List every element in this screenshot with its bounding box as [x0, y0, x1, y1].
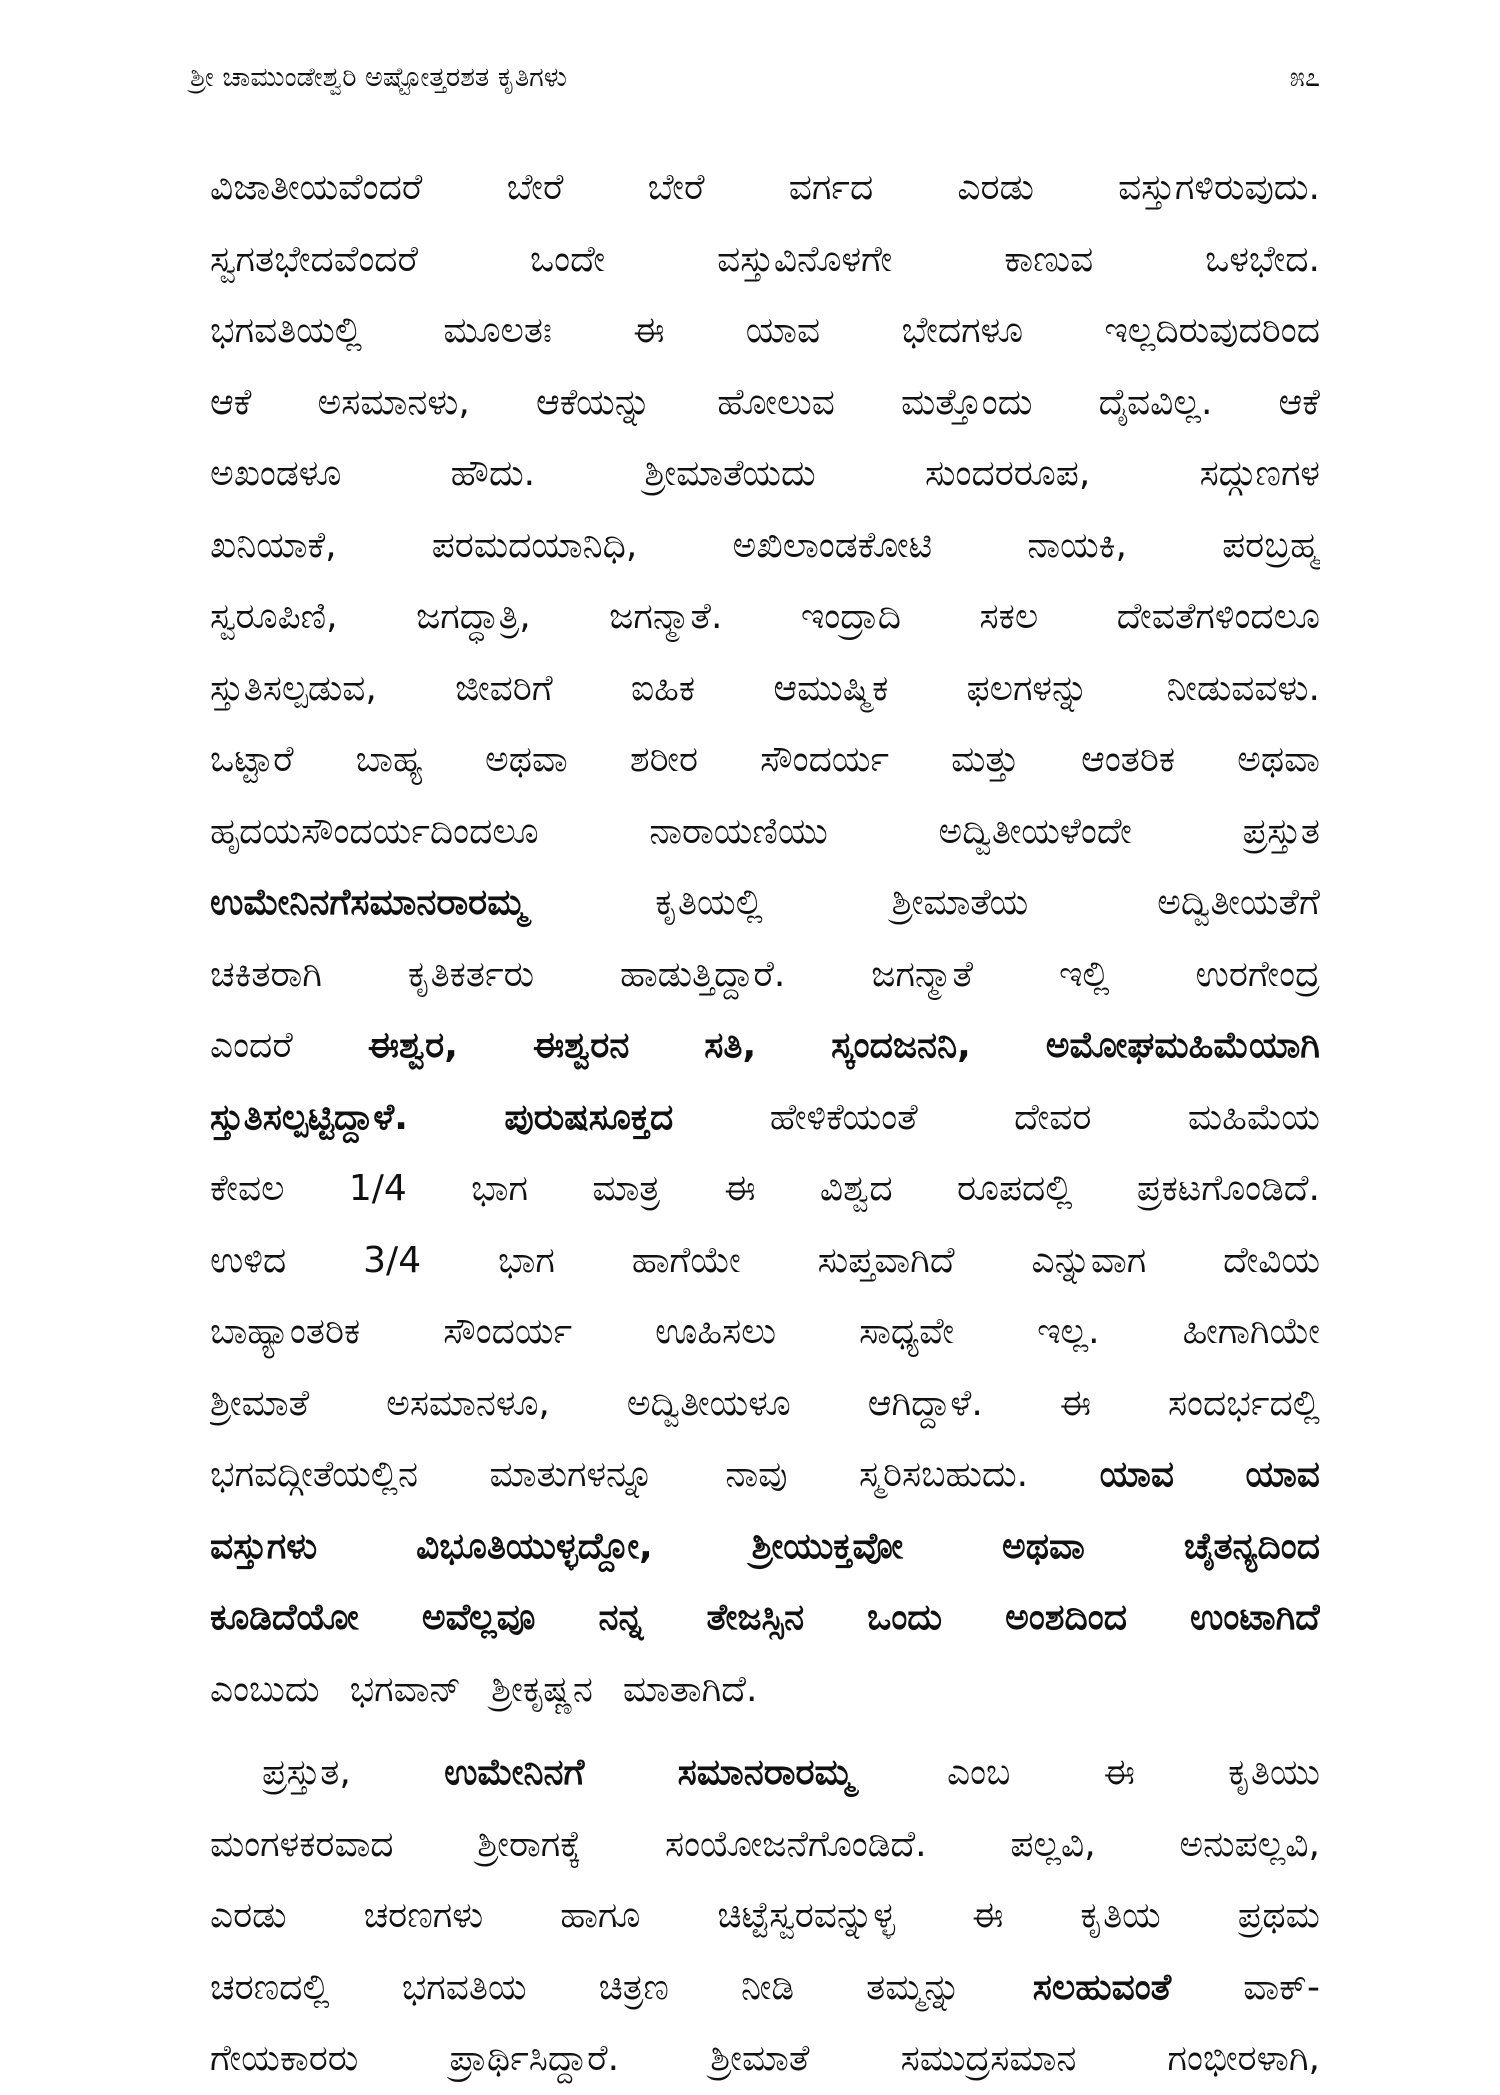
- word: ವಿಶ್ವದ: [819, 1168, 893, 1209]
- word: ಚಕಿತರಾಗಿ: [210, 953, 322, 995]
- word: ಮೂಲತಃ: [443, 310, 552, 351]
- word: ವರ್ಗದ: [788, 167, 874, 208]
- word: ಅನುಪಲ್ಲವಿ,: [1179, 1823, 1320, 1865]
- text-line: [210, 1225, 1320, 1297]
- word: ಎಂಬ: [946, 1752, 1011, 1793]
- word: ರೂಪದಲ್ಲಿ: [956, 1168, 1073, 1209]
- word: ಮಾತುಗಳನ್ನೂ: [489, 1454, 654, 1495]
- bold-word: ಶ್ರೀಯುಕ್ತವೋ: [751, 1525, 904, 1567]
- bold-word: ಅವೆಲ್ಲವೂ: [421, 1597, 536, 1638]
- word: ಬೇರೆ: [506, 167, 564, 208]
- word: ಅಥವಾ: [1237, 739, 1320, 780]
- word: ಜಗದ್ಧಾತ್ರಿ,: [416, 596, 531, 637]
- word: ಪರಮದಯಾನಿಧಿ,: [431, 524, 638, 566]
- text-line: [210, 1010, 1320, 1082]
- bold-word: ನನ್ನ: [598, 1597, 644, 1638]
- word: ನೀಡಿ: [741, 1966, 795, 2008]
- word: ಇಂದ್ರಾದಿ: [800, 596, 902, 637]
- word: ಭಗವದ್ಗೀತೆಯಲ್ಲಿನ: [210, 1454, 419, 1495]
- bold-word: ಸಮಾನರಾರಮ್ಮ: [677, 1752, 854, 1793]
- paragraph: [210, 152, 1320, 1725]
- word: ಆಮುಷ್ಮಿಕ: [773, 667, 889, 709]
- word: ಹಾಗೂ: [560, 1895, 641, 1936]
- word: ಅದ್ವಿತೀಯಳೂ: [626, 1382, 791, 1424]
- text-line: [210, 939, 1320, 1011]
- bold-word: ಚೈತನ್ಯದಿಂದ: [1183, 1525, 1320, 1567]
- word: ಎಂದರೆ: [210, 1025, 293, 1066]
- word: ಭಗವತಿಯ: [401, 1966, 527, 2008]
- text-line: [210, 1511, 1320, 1583]
- word: ಎರಡು: [957, 167, 1034, 208]
- word: ಸೌಂದರ್ಯ: [443, 1311, 573, 1352]
- word: ಅಸಮಾನಳೂ,: [386, 1382, 550, 1424]
- bold-word: ಉಮೇನಿನಗೆ: [444, 1752, 585, 1793]
- word: ಶ್ರೀರಾಗಕ್ಕೆ: [477, 1823, 582, 1865]
- word: ಸೌಂದರ್ಯ: [760, 739, 890, 780]
- bold-word: ಅಥವಾ: [1002, 1525, 1085, 1567]
- word: ಜೀವರಿಗೆ: [455, 667, 553, 709]
- bold-word: ಸತಿ,: [704, 1025, 757, 1066]
- word: ಈ: [972, 1895, 1004, 1936]
- word: ಮತ್ತೊಂದು: [900, 381, 1033, 423]
- word: ಅದ್ವಿತೀಯಳೆಂದೇ: [938, 810, 1132, 852]
- text-line: [210, 367, 1320, 439]
- text-line: [210, 1809, 1320, 1881]
- word: ಹೃದಯಸೌಂದರ್ಯದಿಂದಲೂ: [210, 810, 539, 852]
- bold-word: ಸಲಹುವಂತೆ: [1032, 1966, 1172, 2008]
- word: ಇಲ್ಲದಿರುವುದರಿಂದ: [1104, 310, 1320, 351]
- word: ಮಂಗಳಕರವಾದ: [210, 1823, 394, 1865]
- word: ಐಹಿಕ: [630, 667, 696, 709]
- word: ಇಲ್ಲಿ: [1058, 953, 1110, 995]
- word: ದೇವಿಯ: [1223, 1239, 1320, 1281]
- bold-word: ಅಂಶದಿಂದ: [1005, 1597, 1127, 1638]
- word: ಉಳಿದ: [210, 1239, 287, 1281]
- bold-word: ಅಮೋಘಮಹಿಮೆಯಾಗಿ: [1045, 1025, 1320, 1066]
- word: ಎಂಬುದು: [210, 1668, 320, 1710]
- word: ಈ: [1059, 1382, 1091, 1424]
- word: ಆಂತರಿಕ: [1081, 739, 1176, 780]
- bold-word: ವಸ್ತುಗಳು: [210, 1525, 318, 1567]
- word: ಹೋಲುವ: [717, 381, 835, 423]
- word: ಅಸಮಾನಳು,: [317, 381, 470, 423]
- word: ಚರಣದಲ್ಲಿ: [210, 1966, 330, 2008]
- word: ಭೇದಗಳೂ: [901, 310, 1024, 351]
- word: ಬಾಹ್ಯಾಂತರಿಕ: [210, 1311, 361, 1352]
- word: ಹಾಗೆಯೇ: [631, 1239, 741, 1281]
- word: ಉರಗೇಂದ್ರ: [1195, 953, 1320, 995]
- word: ಅಥವಾ: [484, 739, 568, 780]
- word: ಕೃತಿಯ: [1080, 1895, 1161, 1936]
- word: ಗಂಭೀರಳಾಗಿ,: [1167, 2038, 1320, 2079]
- text-line: [210, 581, 1320, 653]
- text-line: [210, 796, 1320, 868]
- word: ಹೌದು.: [450, 453, 536, 494]
- page-number: ೫೭: [1289, 62, 1320, 93]
- word: ಕೃತಿಯು: [1228, 1752, 1320, 1793]
- word: ಪ್ರಸ್ತುತ: [1242, 810, 1320, 852]
- word: ಹೇಳಿಕೆಯಂತೆ: [769, 1096, 918, 1138]
- word: ಚಿತ್ರಣ: [598, 1966, 669, 2008]
- word: ಹಾಡುತ್ತಿದ್ದಾರೆ.: [620, 953, 786, 995]
- word: ಮಾತ್ರ: [592, 1168, 660, 1209]
- word: ಊಹಿಸಲು: [655, 1311, 777, 1352]
- word: ಒಟ್ಟಾರೆ: [210, 739, 294, 780]
- bold-word: ಕೂಡಿದೆಯೋ: [210, 1597, 359, 1638]
- word: ತಮ್ಮನ್ನು: [866, 1966, 961, 2008]
- word: ಸ್ವರೂಪಿಣಿ,: [210, 596, 338, 637]
- word: ಭಾಗ: [471, 1168, 528, 1209]
- word: ನಾವು: [725, 1454, 788, 1495]
- word: ಬಾಹ್ಯ: [355, 739, 423, 780]
- text-line: [210, 152, 1320, 224]
- text-line: [210, 1296, 1320, 1368]
- bold-word: ಈಶ್ವರನ: [532, 1025, 630, 1066]
- word: ಸ್ಮರಿಸಬಹುದು.: [859, 1454, 1029, 1495]
- word: ವಸ್ತುಗಳಿರುವುದು.: [1118, 167, 1320, 208]
- word: ಶ್ರೀಮಾತೆ: [210, 1382, 310, 1424]
- word: ಭಾಗ: [498, 1239, 555, 1281]
- word: ಇಲ್ಲ.: [1037, 1311, 1100, 1352]
- word: ಈ: [724, 1168, 756, 1209]
- bold-word: ತೇಜಸ್ಸಿನ: [706, 1597, 805, 1638]
- word: ಗೇಯಕಾರರು: [210, 2038, 359, 2079]
- word: ಸಂದರ್ಭದಲ್ಲಿ: [1167, 1382, 1320, 1424]
- word: ಸಕಲ: [979, 596, 1039, 637]
- bold-word: ಉಂಟಾಗಿದೆ: [1190, 1597, 1320, 1638]
- word: ಆಗಿದ್ದಾಳೆ.: [867, 1382, 983, 1424]
- word: ಜಗನ್ಮಾತೆ.: [609, 596, 723, 637]
- word: ಆಕೆ: [210, 381, 252, 423]
- word: ಮತ್ತು: [951, 739, 1019, 780]
- word: ವಸ್ತುವಿನೊಳಗೇ: [717, 238, 893, 280]
- word: ಹೀಗಾಗಿಯೇ: [1182, 1311, 1320, 1352]
- word: ಅದ್ವಿತೀಯತೆಗೆ: [1157, 882, 1320, 923]
- text-line: [210, 224, 1320, 296]
- text-line: [210, 1582, 1320, 1654]
- word: ಖನಿಯಾಕೆ,: [210, 524, 337, 566]
- text-line: [210, 510, 1320, 582]
- text-line: [210, 1654, 1320, 1726]
- bold-word: ಸ್ತುತಿಸಲ್ಪಟ್ಟಿದ್ದಾಳೆ.: [210, 1096, 408, 1138]
- word: ವಾಕ್-: [1243, 1966, 1320, 2008]
- bold-word: ಪುರುಷಸೂಕ್ತದ: [504, 1096, 674, 1138]
- word: ಜಗನ್ಮಾತೆ: [871, 953, 974, 995]
- word: ಕೃತಿಕರ್ತರು: [407, 953, 535, 995]
- running-title: ಶ್ರೀ ಚಾಮುಂಡೇಶ್ವರಿ ಅಷ್ಟೋತ್ತರಶತ ಕೃತಿಗಳು: [190, 62, 568, 93]
- word: ನಾರಾಯಣಿಯು: [649, 810, 828, 852]
- word: ಪ್ರಾರ್ಥಿಸಿದ್ದಾರೆ.: [449, 2038, 620, 2079]
- word: 3/4: [363, 1239, 422, 1281]
- word: ಸ್ತುತಿಸಲ್ಪಡುವ,: [210, 667, 377, 709]
- text-line: [210, 1082, 1320, 1154]
- bold-word: ಒಂದು: [867, 1597, 943, 1638]
- word: ಶ್ರೀಕೃಷ್ಣನ: [491, 1668, 593, 1710]
- text-line: [210, 1737, 1320, 1809]
- text-line: [210, 724, 1320, 796]
- word: ಮಹಿಮೆಯ: [1187, 1096, 1320, 1138]
- word: ಸಾಧ್ಯವೇ: [859, 1311, 955, 1352]
- word: ಪ್ರಸ್ತುತ,: [262, 1752, 351, 1793]
- word: ಅಖಂಡಳೂ: [210, 453, 342, 494]
- word: ವಿಜಾತೀಯವೆಂದರೆ: [210, 167, 423, 208]
- word: ಈ: [1103, 1752, 1135, 1793]
- word: ಚಿಟ್ಟೆಸ್ವರವನ್ನುಳ್ಳ: [717, 1895, 896, 1936]
- bold-word: ಸ್ಕಂದಜನನಿ,: [831, 1025, 971, 1066]
- word: ಭಗವಾನ್: [349, 1668, 462, 1710]
- word: ಶರೀರ: [629, 739, 699, 780]
- word: ನಾಯಕಿ,: [1027, 524, 1127, 566]
- word: ಕಾಣುವ: [1004, 238, 1094, 280]
- word: ದೇವತೆಗಳಿಂದಲೂ: [1116, 596, 1320, 637]
- word: ಸದ್ಗುಣಗಳ: [1199, 453, 1320, 494]
- word: ಎರಡು: [210, 1895, 287, 1936]
- word: ಆಕೆ: [1278, 381, 1320, 423]
- word: ಚರಣಗಳು: [363, 1895, 484, 1936]
- text-line: [210, 295, 1320, 367]
- word: ಪ್ರಕಟಗೊಂಡಿದೆ.: [1136, 1168, 1320, 1209]
- text-line: [210, 1880, 1320, 1952]
- paragraph-gap: [210, 1725, 1320, 1737]
- bold-word: ಯಾವ: [1245, 1454, 1320, 1495]
- text-line: [210, 653, 1320, 725]
- text-line: [210, 1439, 1320, 1511]
- word: ಶ್ರೀಮಾತೆಯ: [891, 882, 1029, 923]
- word: ಅಖಿಲಾಂಡಕೋಟಿ: [732, 524, 933, 566]
- word: ಯಾವ: [745, 310, 821, 351]
- word: ಒಳಭೇದ.: [1205, 238, 1320, 280]
- word: ಶ್ರೀಮಾತೆಯದು: [644, 453, 816, 494]
- text-line: [210, 1153, 1320, 1225]
- word: ಸಂಯೋಜನೆಗೊಂಡಿದೆ.: [664, 1823, 927, 1865]
- bold-word: ವಿಭೂತಿಯುಳ್ಳದ್ದೋ,: [416, 1525, 653, 1567]
- word: ಪ್ರಥಮ: [1237, 1895, 1320, 1936]
- body-text: [210, 152, 1320, 2095]
- text-line: [210, 1952, 1320, 2024]
- word: ಮಾತಾಗಿದೆ.: [622, 1668, 758, 1710]
- word: ಈ: [633, 310, 665, 351]
- word: ದೈವವಿಲ್ಲ.: [1098, 381, 1213, 423]
- word: ಬೇರೆ: [647, 167, 705, 208]
- word: ಸ್ವಗತಭೇದವೆಂದರೆ: [210, 238, 419, 280]
- bold-word: ಯಾವ: [1099, 1454, 1175, 1495]
- word: ಕೇವಲ: [210, 1168, 285, 1209]
- word: ಒಂದೇ: [529, 238, 606, 280]
- word: ಸಮುದ್ರಸಮಾನ: [900, 2038, 1077, 2079]
- word: ಪರಬ್ರಹ್ಮ: [1222, 524, 1320, 566]
- text-line: [210, 1368, 1320, 1440]
- text-line: [210, 867, 1320, 939]
- word: ಸುಂದರರೂಪ,: [924, 453, 1091, 494]
- word: 1/4: [348, 1168, 407, 1209]
- running-head: [190, 62, 1320, 102]
- bold-word: ಉಮೇನಿನಗೆಸಮಾನರಾರಮ್ಮ: [210, 882, 527, 923]
- word: ಭಗವತಿಯಲ್ಲಿ: [210, 310, 363, 351]
- word: ಫಲಗಳನ್ನು: [966, 667, 1089, 709]
- paragraph: [210, 1737, 1320, 2095]
- bold-word: ಈಶ್ವರ,: [367, 1025, 458, 1066]
- text-line: [210, 2023, 1320, 2095]
- word: ಕೃತಿಯಲ್ಲಿ: [655, 882, 763, 923]
- word: ಸುಪ್ತವಾಗಿದೆ: [817, 1239, 955, 1281]
- text-line: [210, 438, 1320, 510]
- word: ಎನ್ನುವಾಗ: [1031, 1239, 1147, 1281]
- word: ಪಲ್ಲವಿ,: [1010, 1823, 1096, 1865]
- word: ನೀಡುವವಳು.: [1166, 667, 1320, 709]
- word: ಆಕೆಯನ್ನು: [535, 381, 652, 423]
- word: ಶ್ರೀಮಾತೆ: [710, 2038, 810, 2079]
- word: ದೇವರ: [1014, 1096, 1092, 1138]
